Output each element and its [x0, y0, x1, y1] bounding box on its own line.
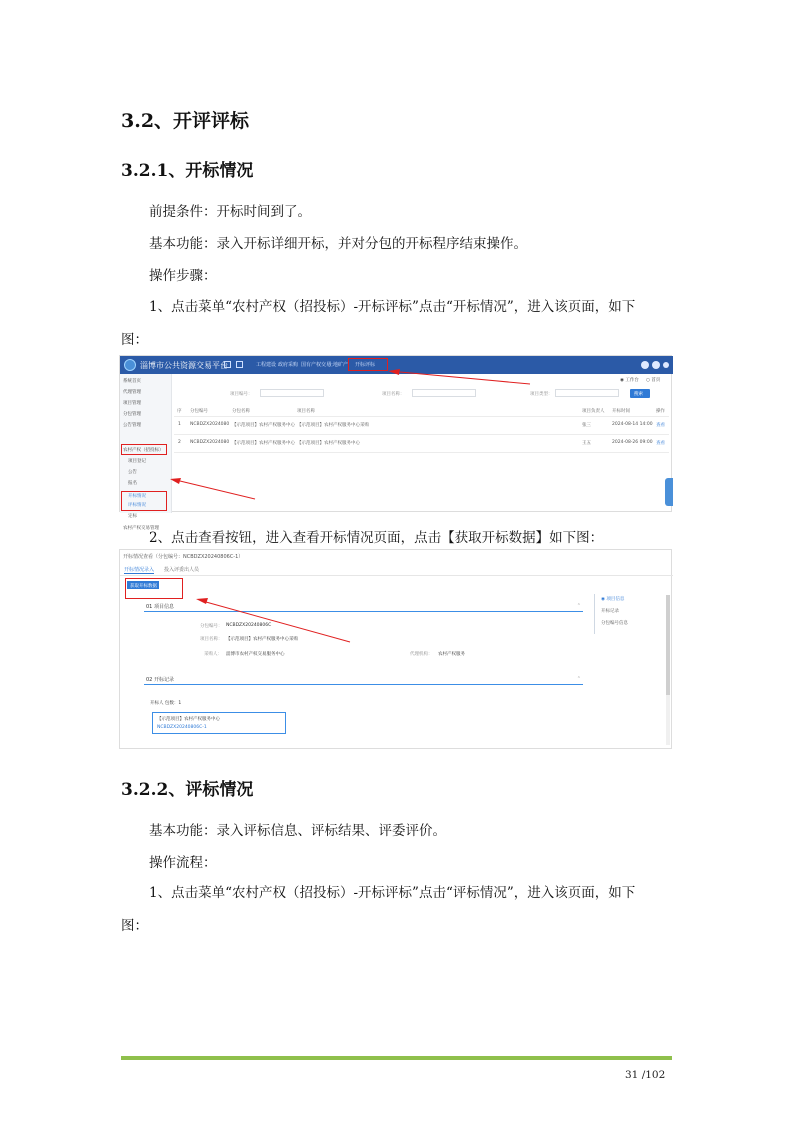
row-2-time: 2024-08-26 09:00	[612, 440, 653, 445]
arrow-head-button-icon	[196, 598, 208, 604]
sidebar-item-bid-opening[interactable]: 开标情况	[128, 494, 146, 499]
filter-label-type: 项目类型：	[530, 392, 553, 397]
arrow-to-button	[206, 602, 350, 642]
paragraph-eval-flow: 操作流程：	[149, 855, 217, 871]
value-project-name: 【示范项目】农村产权服务中心采购	[226, 637, 298, 642]
anchor-project-info[interactable]: ◉ 项目信息	[601, 597, 625, 602]
value-package-code: NCBDZX20240806C	[226, 623, 272, 628]
paragraph-eval-step-1-cont: 图：	[121, 918, 148, 934]
paragraph-eval-function: 基本功能：录入评标信息、评标结果、评委评价。	[149, 823, 446, 839]
filter-label-name: 项目名称：	[382, 392, 405, 397]
sidebar-item-notice[interactable]: 公告管理	[123, 423, 141, 428]
row-1-owner: 张三	[582, 423, 591, 428]
row-1-package-name: 【示范项目】农村产权服务中心	[232, 423, 295, 428]
arrow-to-nav	[400, 372, 530, 384]
section-project-info-title: 01 项目信息	[146, 604, 174, 610]
annotation-arrows	[120, 356, 673, 513]
row-2-view-button[interactable]: 查看	[656, 441, 665, 446]
col-header-code: 分包编号	[190, 409, 208, 414]
bid-record-count: 开标人 包数：1	[150, 701, 182, 706]
radio-home[interactable]: ○ 首页	[646, 378, 661, 383]
row-1-project-name: 【示范项目】农村产权服务中心采购	[297, 423, 369, 428]
section-bid-record-title: 02 开标记录	[146, 677, 174, 683]
section-heading-3-2-1: 3.2.1、开标情况	[121, 161, 254, 181]
sidebar-item-agent[interactable]: 代理管理	[123, 390, 141, 395]
sidebar-item-rural-property[interactable]: 农村产权（招投标）	[123, 448, 164, 453]
paragraph-step-1: 1、点击菜单“农村产权（招投标）-开标评标”点击“开标情况”，进入该页面，如下	[149, 299, 636, 315]
value-agent: 农村产权服务	[438, 652, 465, 657]
sidebar-item-project-register[interactable]: 项目登记	[128, 459, 146, 464]
row-1-index: 1	[178, 422, 181, 427]
row-2-index: 2	[178, 440, 181, 445]
sidebar-item-award[interactable]: 定标	[128, 514, 137, 519]
paragraph-step-1-cont: 图：	[121, 332, 148, 348]
col-header-project-name: 项目名称	[297, 409, 315, 414]
section-heading-3-2-2: 3.2.2、评标情况	[121, 780, 254, 800]
paragraph-eval-step-1: 1、点击菜单“农村产权（招投标）-开标评标”点击“评标情况”，进入该页面，如下	[149, 885, 636, 901]
card-package-code: NCBDZX20240806C-1	[157, 725, 207, 730]
label-package-code: 分包编号：	[200, 624, 223, 629]
arrow-head-sidebar-icon	[170, 478, 181, 484]
col-header-owner: 项目负责人	[582, 409, 605, 414]
sidebar-item-package[interactable]: 分包管理	[123, 412, 141, 417]
arrow-to-sidebar	[180, 481, 255, 499]
collapse-icon[interactable]: ⌃	[576, 676, 581, 682]
row-2-project-name: 【示范项目】农村产权服务中心	[297, 441, 360, 446]
col-header-package-name: 分包名称	[232, 409, 250, 414]
nav-bid-evaluation[interactable]: 开标评标	[355, 362, 376, 368]
nav-procurement[interactable]: 政府采购	[278, 362, 299, 368]
filter-label-code: 项目编号：	[230, 392, 253, 397]
row-1-time: 2024-08-14 14:00	[612, 422, 653, 427]
label-purchaser: 采购人：	[204, 652, 222, 657]
anchor-bid-record[interactable]: 开标记录	[601, 609, 619, 614]
row-2-package-name: 【示范项目】农村产权服务中心	[232, 441, 295, 446]
collapse-icon[interactable]: ⌃	[576, 603, 581, 609]
footer-divider	[121, 1056, 672, 1060]
card-project-name: 【示范项目】农村产权服务中心	[157, 717, 220, 722]
col-header-index: 序	[177, 409, 182, 414]
fetch-bid-data-label: 获取开标数据	[130, 583, 157, 589]
sidebar-item-project[interactable]: 项目管理	[123, 401, 141, 406]
row-1-view-button[interactable]: 查看	[656, 423, 665, 428]
sidebar-item-bid-evaluation[interactable]: 评标情况	[128, 503, 146, 508]
paragraph-precondition: 前提条件：开标时间到了。	[149, 204, 311, 220]
arrow-head-nav-icon	[388, 369, 400, 375]
row-1-code: NCBDZX2024080	[190, 422, 230, 427]
label-project-name: 项目名称：	[200, 637, 223, 642]
anchor-package-info[interactable]: 分包编号信息	[601, 621, 628, 626]
value-purchaser: 淄博市农村产权交易服务中心	[226, 652, 285, 657]
nav-engineering[interactable]: 工程建设	[256, 362, 277, 368]
page-number: 31 /102	[625, 1069, 666, 1081]
col-header-time: 开标时间	[612, 409, 630, 414]
sidebar-item-announcement[interactable]: 公告	[128, 470, 137, 475]
sidebar-item-signup[interactable]: 报名	[128, 481, 137, 486]
nav-state-property[interactable]: 国有产权交易	[301, 362, 332, 368]
sidebar-item-home[interactable]: 系统首页	[123, 379, 141, 384]
search-button-label: 搜索	[634, 392, 643, 397]
paragraph-step-2: 2、点击查看按钮，进入查看开标情况页面，点击【获取开标数据】如下图：	[149, 530, 604, 546]
screenshot-bid-opening-list	[119, 355, 672, 531]
tab-bid-opening-entry[interactable]: 开标情况录入	[124, 567, 155, 573]
tab-evaluator-entry[interactable]: 投入评委出人员	[164, 567, 200, 573]
row-2-owner: 王五	[582, 441, 591, 446]
sidebar-item-rural-trade[interactable]: 农村产权交易管理	[123, 526, 159, 531]
platform-title: 淄博市公共资源交易平台	[140, 361, 228, 370]
section-heading-3-2: 3.2、开评评标	[121, 110, 250, 132]
nav-land[interactable]: 土地矿产	[328, 362, 349, 368]
radio-workbench[interactable]: ◉ 工作台	[620, 378, 639, 383]
col-header-action: 操作	[656, 409, 665, 414]
label-agent: 代理机构：	[410, 652, 433, 657]
paragraph-function: 基本功能：录入开标详细开标，并对分包的开标程序结束操作。	[149, 236, 527, 252]
breadcrumb: 开标情况查看（分包编号：NCBDZX20240806C-1）	[123, 554, 244, 560]
paragraph-steps: 操作步骤：	[149, 268, 217, 284]
row-2-code: NCBDZX2024080	[190, 440, 230, 445]
screenshot-bid-opening-detail	[119, 549, 672, 749]
annotation-arrow	[120, 550, 673, 750]
